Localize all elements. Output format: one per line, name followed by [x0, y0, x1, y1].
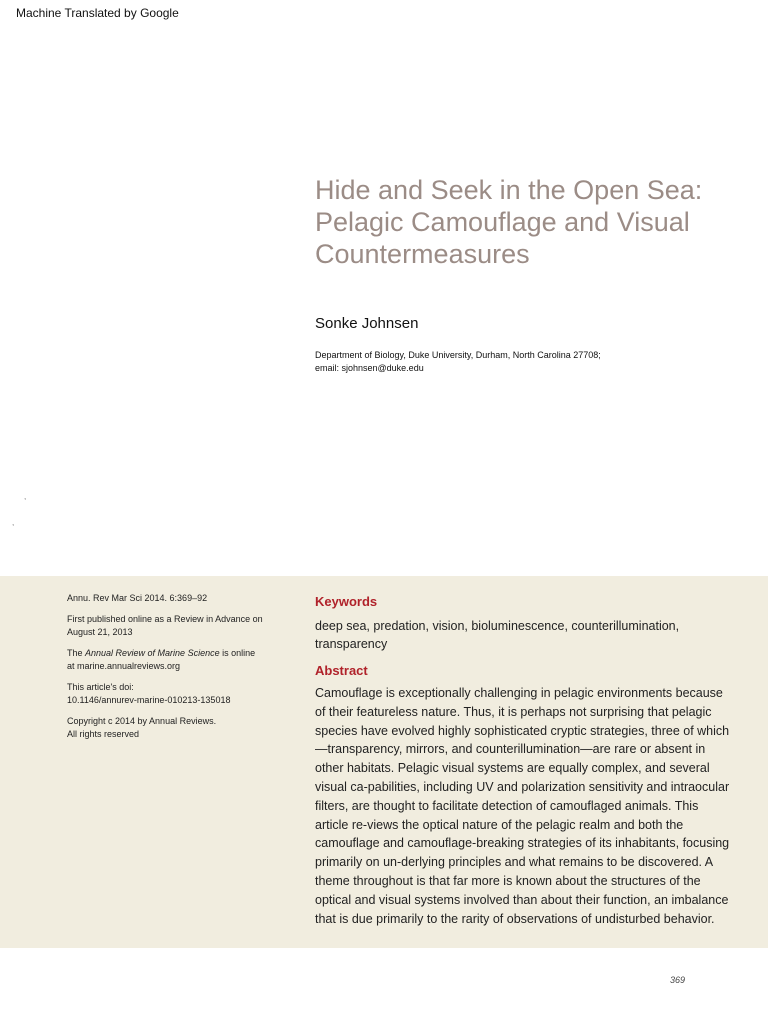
keywords-heading: Keywords [315, 594, 378, 609]
citation: Annu. Rev Mar Sci 2014. 6:369–92 [67, 593, 208, 603]
abstract-line: visual ca-pabilities, including UV and polarization sensitivity and intraocular [315, 779, 730, 794]
title-line: Hide and Seek in the Open Sea: [315, 175, 703, 205]
abstract-line: that is due primarily to the rarity of observations of undisturbed behavior. [315, 911, 715, 926]
affiliation-line: Department of Biology, Duke University, Durham, North Carolina 27708; [315, 350, 601, 360]
translation-banner: Machine Translated by Google [16, 6, 179, 20]
title-line: Countermeasures [315, 239, 530, 269]
author-affiliation [315, 349, 735, 375]
keywords-list [315, 617, 735, 653]
abstract-line: species have evolved highly sophisticated cryptic strategies, three of which [315, 723, 730, 738]
author-name: Sonke Johnsen [315, 315, 419, 332]
abstract-line: camouflage and camouflage-breaking strategies of its inhabitants, focusing [315, 836, 730, 851]
abstract-line: theme throughout is that far more is known about the structures of the [315, 873, 701, 888]
keywords-line: deep sea, predation, vision, bioluminescence, counterillumination, [315, 619, 680, 633]
abstract-line: article re-views the optical nature of the pelagic realm and both the [315, 817, 684, 832]
abstract-line: of their featureless nature. Thus, it is perhaps not surprising that pelagic [315, 704, 712, 719]
abstract-heading: Abstract [315, 663, 368, 678]
margin-mark: , [12, 518, 15, 527]
affiliation-email: email: sjohnsen@duke.edu [315, 363, 424, 373]
journal-online-note: The Annual Review of Marine Science is online at marine.annualreviews.org [67, 647, 287, 673]
abstract-line: primarily on un-derlying principles and what remains to be discovered. A [315, 855, 714, 870]
abstract-line: filters, are thought to facilitate detection of camouflaged animals. This [315, 798, 699, 813]
margin-mark: , [24, 492, 27, 501]
article-metadata [67, 592, 287, 749]
keywords-line: transparency [315, 637, 388, 651]
doi: This article's doi: 10.1146/annurev-marine-010213-135018 [67, 681, 287, 707]
abstract-text [315, 684, 735, 928]
abstract-line: other habitats. Pelagic visual systems are equally complex, and several [315, 761, 710, 776]
first-published: First published online as a Review in Advance on August 21, 2013 [67, 614, 263, 637]
abstract-line: —transparency, mirrors, and counterillumination—are rare or absent in [315, 742, 706, 757]
abstract-line: Camouflage is exceptionally challenging in pelagic environments because [315, 686, 723, 700]
journal-name: Annual Review of Marine Science [85, 648, 220, 658]
copyright: Copyright c 2014 by Annual Reviews. All rights reserved [67, 716, 217, 739]
title-line: Pelagic Camouflage and Visual [315, 207, 690, 237]
doi-value: 10.1146/annurev-marine-010213-135018 [67, 695, 231, 705]
abstract-line: optical and visual systems involved than about their function, an imbalance [315, 892, 729, 907]
journal-url: at marine.annualreviews.org [67, 661, 181, 671]
keywords-abstract [315, 594, 735, 928]
article-title [315, 174, 755, 270]
page-number: 369 [670, 975, 686, 985]
